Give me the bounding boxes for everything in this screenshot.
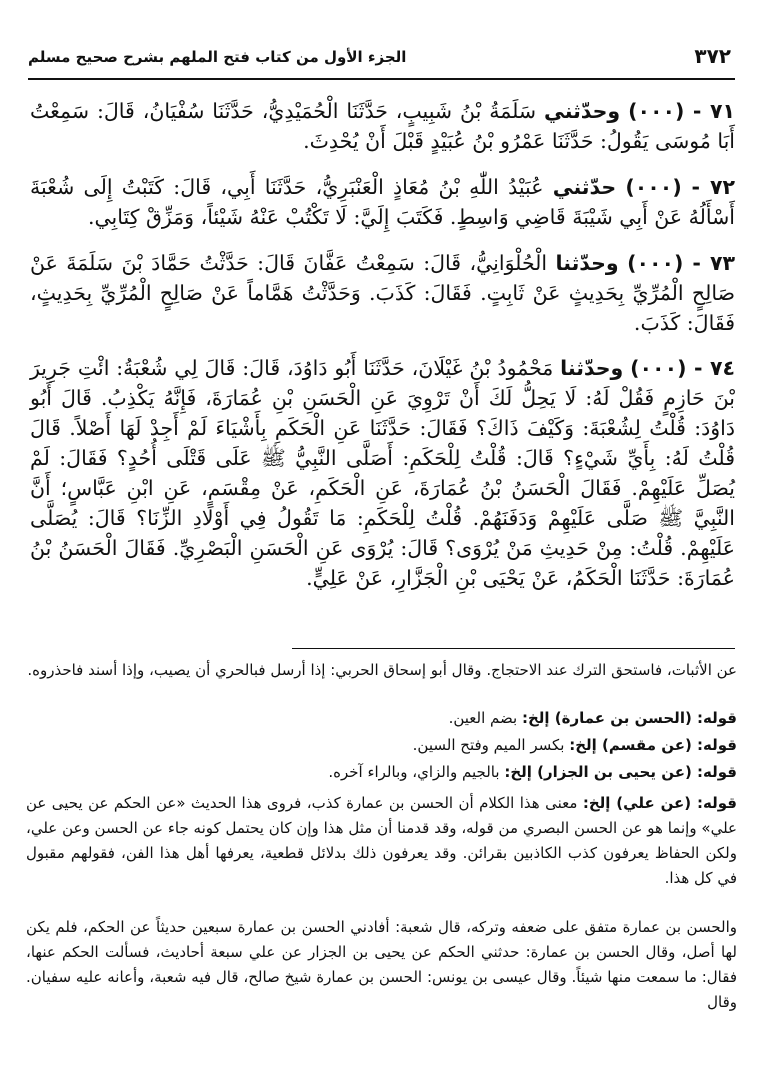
hadith-74 — [30, 353, 735, 593]
hadith-number: ٧٤ - (٠٠٠) — [630, 356, 735, 380]
hadith-number: ٧١ - (٠٠٠) — [628, 99, 735, 123]
hadith-text: عُبَيْدُ اللّٰهِ بْنُ مُعَاذٍ الْعَنْبَرِيُّ، حَدَّثَنَا أَبِي، قَالَ: كَتَبْتُ إِلَى شُعْبَةَ أَسْأَلُهُ عَنْ أَبِي شَيْبَةَ قَاضِي وَاسِطٍ. فَكَتَبَ إِلَيَّ: لَا تَكْتُبْ عَنْهُ شَيْئاً، وَمَزِّقْ كِتَابِي. — [30, 175, 735, 229]
page-number: ٣٧٢ — [694, 44, 731, 68]
commentary-paragraph — [26, 733, 737, 758]
commentary-lead: قوله: (عن يحيى بن الجزار) إلخ: — [504, 763, 737, 781]
commentary-text: معنى هذا الكلام أن الحسن بن عمارة كذب، فروى هذا الحديث «عن الحكم عن يحيى عن علي» وإنما هو عن الحسن البصري من قوله، وقد قدمنا أن مثل هذا وإن كان يحتمل كونه جاء عن الحسن وعن علي، ولكن الحفاظ يعرفون كذب الكاذبين بقرائن. وقد يعرفون ذلك بدلائل قطعية، يعرفها أهل هذا الفن، فقولهم مقبول في كل هذا. — [26, 794, 737, 887]
footnote-separator — [292, 648, 735, 649]
hadith-text: مَحْمُودُ بْنُ غَيْلَانَ، حَدَّثَنَا أَبُو دَاوُدَ، قَالَ: قَالَ لِي شُعْبَةُ: ائْتِ جَرِيرَ بْنَ حَازِمٍ فَقُلْ لَهُ: لَا يَحِلُّ لَكَ أَنْ تَرْوِيَ عَنِ الْحَسَنِ بْنِ عُمَارَةَ، فَإِنَّهُ يَكْذِبُ. قَالَ أَبُو دَاوُدَ: قُلْتُ لِشُعْبَةَ: وَكَيْفَ ذَاكَ؟ فَقَالَ: حَدَّثَنَا عَنِ الْحَكَمِ بِأَشْيَاءَ لَمْ أَجِدْ لَهَا أَصْلاً. قَالَ قُلْتُ لَهُ: بِأَيِّ شَيْءٍ؟ قَالَ: قُلْتُ لِلْحَكَمِ: أَصَلَّى النَّبِيُّ ﷺ عَلَى قَتْلَى أُحُدٍ؟ فَقَالَ: لَمْ يُصَلِّ عَلَيْهِمْ. فَقَالَ الْحَسَنُ بْنُ عُمَارَةَ، عَنِ الْحَكَمِ، عَنْ مِقْسَمٍ، عَنِ ابْنِ عَبَّاسٍ؛ أَنَّ النَّبِيَّ ﷺ صَلَّى عَلَيْهِمْ وَدَفَنَهُمْ. قُلْتُ لِلْحَكَمِ: مَا تَقُولُ فِي أَوْلَادِ الزِّنَا؟ قَالَ: يُصَلَّى عَلَيْهِمْ. قُلْتُ: مِنْ حَدِيثِ مَنْ يُرْوَى؟ قَالَ: يُرْوَى عَنِ الْحَسَنِ الْبَصْرِيِّ. فَقَالَ الْحَسَنُ بْنُ عُمَارَةَ: حَدَّثَنَا الْحَكَمُ، عَنْ يَحْيَى بْنِ الْجَزَّارِ، عَنْ عَلِيٍّ. — [30, 356, 735, 590]
hadith-72 — [30, 172, 735, 232]
commentary-paragraph — [26, 760, 737, 785]
hadith-lead: وحدّثنا — [555, 251, 619, 275]
commentary-paragraph — [26, 658, 737, 683]
header-rule — [28, 78, 735, 80]
commentary-lead: قوله: (الحسن بن عمارة) إلخ: — [521, 709, 737, 727]
commentary-text: بكسر الميم وفتح السين. — [412, 736, 570, 754]
commentary-lead: قوله: (عن مقسم) إلخ: — [569, 736, 737, 754]
commentary-paragraph — [26, 915, 737, 1015]
commentary-lead: قوله: (عن علي) إلخ: — [582, 794, 737, 812]
commentary-text: والحسن بن عمارة متفق على ضعفه وتركه، قال شعبة: أفادني الحسن بن عمارة سبعين حديثاً عن الحكم، فلم يكن لها أصل، وقال الحسن بن عمارة: حدثني الحكم عن يحيى بن الجزار عن علي سبعة أحاديث، فسألت الحكم عنها، فقال: ما سمعت منها شيئاً. وقال عيسى بن يونس: الحسن بن عمارة شيخ صالح، قال فيه شعبة، وأعانه عليه سفيان. وقال — [26, 918, 737, 1011]
hadith-lead: وحدّثني — [543, 99, 621, 123]
hadith-text: سَلَمَةُ بْنُ شَبِيبٍ، حَدَّثَنَا الْحُمَيْدِيُّ، حَدَّثَنَا سُفْيَانُ، قَالَ: سَمِعْتُ أَبَا مُوسَى يَقُولُ: حَدَّثَنَا عَمْرُو بْنُ عُبَيْدٍ قَبْلَ أَنْ يُحْدِثَ. — [30, 99, 735, 153]
hadith-73 — [30, 248, 735, 338]
hadith-71 — [30, 96, 735, 156]
hadith-number: ٧٢ - (٠٠٠) — [625, 175, 735, 199]
commentary-text: عن الأثبات، فاستحق الترك عند الاحتجاج. وقال أبو إسحاق الحربي: إذا أرسل فبالحري أن يصيب، وإذا أسند فاحذروه. — [27, 661, 737, 679]
page-header — [28, 40, 735, 80]
hadith-number: ٧٣ - (٠٠٠) — [627, 251, 735, 275]
hadith-lead: وحدّثنا — [560, 356, 624, 380]
book-title: الجزء الأول من كتاب فتح الملهم بشرح صحيح مسلم — [28, 48, 407, 66]
commentary-text: بالجيم والزاي، وبالراء آخره. — [328, 763, 505, 781]
commentary-paragraph — [26, 706, 737, 731]
commentary-paragraph — [26, 791, 737, 891]
hadith-text: الْحُلْوَانِيُّ، قَالَ: سَمِعْتُ عَفَّانَ قَالَ: حَدَّثْتُ حَمَّادَ بْنَ سَلَمَةَ عَنْ صَالِحٍ الْمُرِّيِّ بِحَدِيثٍ عَنْ ثَابِتٍ. فَقَالَ: كَذَبَ. وَحَدَّثْتُ هَمَّاماً عَنْ صَالِحٍ الْمُرِّيِّ بِحَدِيثٍ، فَقَالَ: كَذَبَ. — [30, 251, 735, 335]
commentary-text: بضم العين. — [448, 709, 522, 727]
hadith-lead: حدّثني — [552, 175, 617, 199]
